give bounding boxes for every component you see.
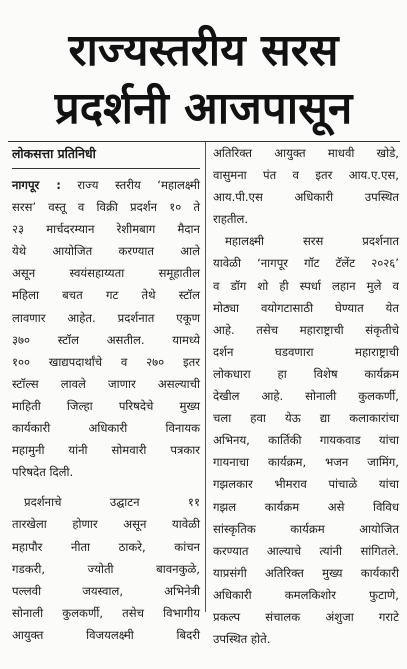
- paragraph-line: महालक्ष्मी सरस प्रदर्शनात: [225, 234, 399, 249]
- paragraph-line: लावणार आहेत. प्रदर्शनात एकूण: [12, 310, 200, 325]
- paragraph-line: ३७० स्टॉल असतील. यामध्ये: [12, 332, 200, 347]
- paragraph-line: महिला बचत गट तेथे स्टॉल: [12, 288, 200, 303]
- paragraph-line: येथे आयोजित करण्यात आले: [12, 244, 200, 259]
- paragraph-line: दर्शन घडवणारा महाराष्ट्राची: [213, 344, 399, 359]
- paragraph-line: अधिकारी कमलकिशोर फुटाणे,: [213, 587, 399, 602]
- paragraph-line: माहिती जिल्हा परिषदेचे मुख्य: [12, 398, 200, 413]
- paragraph-line: महामुनी यांनी सोमवारी पत्रकार: [12, 443, 200, 458]
- paragraph-line: सांस्कृतिक कार्यक्रम आयोजित: [213, 521, 399, 536]
- left-column: [12, 142, 200, 646]
- paragraph-line: तारखेला होणार असून यावेळी: [12, 517, 200, 532]
- paragraph-line: उपस्थित होते.: [213, 632, 271, 647]
- paragraph-line: प्रकल्प संचालक अंशुजा गराटे: [213, 609, 399, 624]
- dateline: नागपूर :: [12, 178, 61, 192]
- paragraph-line: आय.पी.एस अधिकारी उपस्थित: [213, 190, 399, 205]
- paragraph-line: याप्रसंगी अतिरिक्त मुख्य कार्यकारी: [213, 565, 399, 580]
- paragraph-line: परिषदेत दिली.: [12, 465, 74, 480]
- byline-rule: [12, 168, 200, 169]
- paragraph-line: अभिनय, कार्तिकी गायकवाड यांचा: [213, 433, 399, 448]
- paragraph-line: अतिरिक्त आयुक्त माधवी खोडे,: [213, 146, 399, 160]
- paragraph-line: गझलकार भीमराव पांचाळे यांचा: [213, 477, 399, 492]
- headline-line-2: प्रदर्शनी आजपासून: [54, 83, 353, 134]
- paragraph-line: पल्लवी जयस्वाल, अभिनेत्री: [12, 583, 200, 598]
- paragraph-line: गायनाचा कार्यक्रम, भजन जामिंग,: [213, 455, 399, 470]
- paragraph-line: देखील आहे. सोनाली कुलकर्णी,: [213, 389, 399, 404]
- paragraph-line: राहतील.: [213, 212, 249, 227]
- headline-line-1: राज्यस्तरीय सरस: [68, 25, 339, 76]
- paragraph-line: व डॉग शो ही स्पर्धा लहान मुले व: [213, 278, 399, 293]
- paragraph-line: स्टॉल्स लावले जाणार असल्याची: [12, 376, 200, 391]
- paragraph-line: वासुमना पंत व इतर आय.ए.एस,: [213, 168, 399, 183]
- paragraph-line: करण्यात आल्याचे त्यांनी सांगितले.: [213, 543, 399, 558]
- paragraph-line: प्रदर्शनाचे उद्घाटन ११: [24, 495, 200, 510]
- paragraph-line: महापौर नीता ठाकरे, कांचन: [12, 539, 200, 554]
- paragraph-line: सोनाली कुलकर्णी, तसेच विभागीय: [12, 605, 200, 620]
- paragraph-line: कार्यकारी अधिकारी विनायक: [12, 421, 200, 436]
- paragraph-line: नागपूर : राज्य स्तरीय ‘महालक्ष्मी: [12, 178, 200, 192]
- paragraph-line: चला हवा येऊ द्या कलाकारांचा: [213, 411, 399, 426]
- paragraph-line: लोकधारा हा विशेष कार्यक्रम: [213, 366, 399, 381]
- paragraph-line: २३ मार्चदरम्यान रेशीमबाग मैदान: [12, 222, 200, 237]
- paragraph-line: यावेळी ‘नागपूर गॉट टॅलेंट २०२६’: [213, 256, 399, 271]
- paragraph-gap: [12, 483, 200, 491]
- paragraph-line: गडकरी, ज्योती बावनकुळे,: [12, 561, 200, 576]
- paragraph-line: मोठ्या वयोगटासाठी घेण्यात येत: [213, 300, 399, 315]
- byline: लोकसत्ता प्रतिनिधी: [12, 146, 96, 161]
- paragraph-line: सरस’ वस्तू व विक्री प्रदर्शन १० ते: [12, 200, 200, 215]
- paragraph-line: १०० खाद्यपदार्थांचे व २७० इतर: [12, 354, 200, 369]
- paragraph-line: गझल कार्यक्रम असे विविध: [213, 499, 399, 514]
- paragraph-line: आयुक्त विजयलक्ष्मी बिदरी: [12, 627, 200, 642]
- paragraph-line: आहे. तसेच महाराष्ट्राची संकृतीचे: [213, 322, 399, 337]
- right-column: [213, 142, 399, 650]
- headline: [0, 22, 407, 138]
- column-divider: [205, 142, 206, 612]
- paragraph-line: असून स्वयंसहाय्यता समूहातील: [12, 266, 200, 281]
